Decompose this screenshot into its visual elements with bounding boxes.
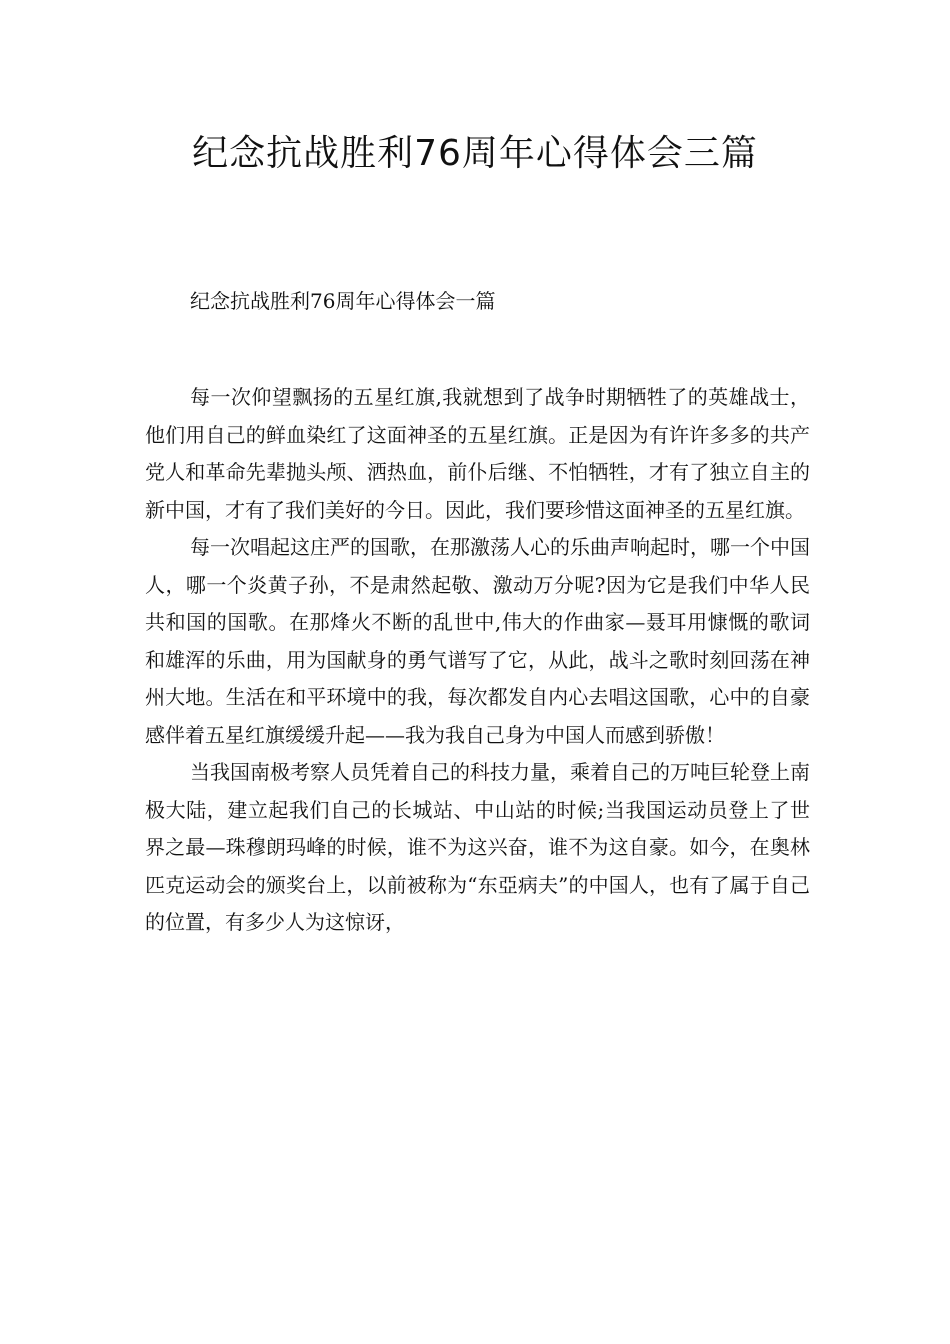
paragraph: 每一次唱起这庄严的国歌，在那激荡人心的乐曲声响起时，哪一个中国人，哪一个炎黄子孙，不是肃然起敬、激动万分呢?因为它是我们中华人民共和国的国歌。在那烽火不断的乱世中,伟大的作曲家—聂耳用慷慨的歌词和雄浑的乐曲，用为国献身的勇气谱写了它，从此，战斗之歌时刻回荡在神州大地。生活在和平环境中的我，每次都发自内心去唱这国歌，心中的自豪感伴着五星红旗缓缓升起——我为我自己身为中国人而感到骄傲！ — [145, 535, 810, 747]
paragraph: 当我国南极考察人员凭着自己的科技力量，乘着自己的万吨巨轮登上南极大陆，建立起我们自己的长城站、中山站的时候;当我国运动员登上了世界之最—珠穆朗玛峰的时候，谁不为这兴奋，谁不为这自豪。如今，在奥林匹克运动会的颁奖台上，以前被称为“东亞病夫”的中国人，也有了属于自己的位置，有多少人为这惊讶， — [145, 760, 810, 934]
document-body — [145, 379, 810, 942]
document-title: 纪念抗战胜利76周年心得体会三篇 — [192, 133, 758, 174]
section-heading: 纪念抗战胜利76周年心得体会一篇 — [190, 289, 496, 313]
paragraph: 每一次仰望飘扬的五星红旗,我就想到了战争时期牺牲了的英雄战士，他们用自己的鲜血染红了这面神圣的五星红旗。正是因为有许许多多的共产党人和革命先辈抛头颅、洒热血，前仆后继、不怕牺牲，才有了独立自主的新中国，才有了我们美好的今日。因此，我们要珍惜这面神圣的五星红旗。 — [145, 385, 810, 522]
